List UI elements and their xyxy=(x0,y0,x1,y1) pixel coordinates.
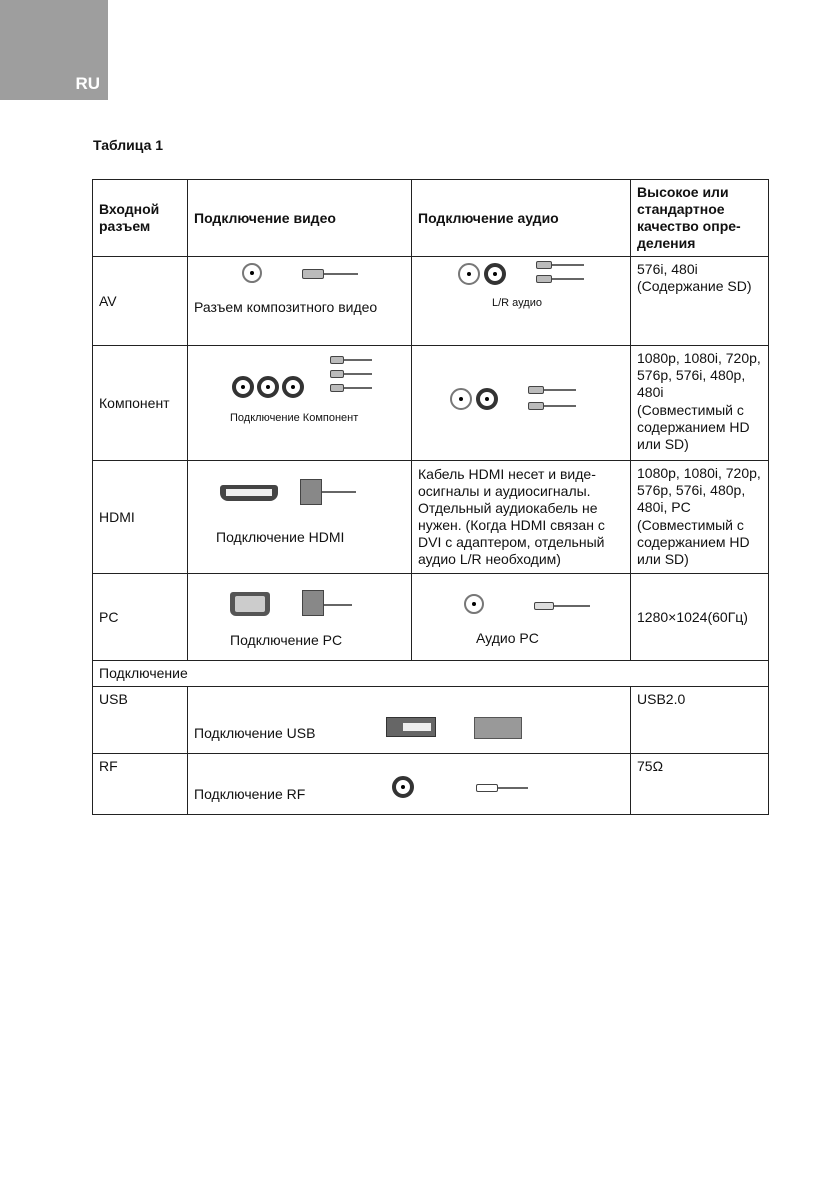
vga-port-icon xyxy=(230,592,270,616)
av-video-label: Разъем композитного видео xyxy=(194,299,378,316)
rf-quality: 75Ω xyxy=(631,754,769,815)
rf-connection-cell xyxy=(188,754,631,815)
pc-audio-label: Аудио PC xyxy=(476,630,539,647)
pc-video-cell xyxy=(188,574,412,661)
header-audio: Подключение аудио xyxy=(412,180,631,257)
av-audio-cell xyxy=(412,257,631,346)
usb-port-icon xyxy=(386,717,436,737)
audio-plug-l-icon xyxy=(536,261,584,271)
table-header-row xyxy=(93,180,769,257)
audio-jack-l-icon xyxy=(458,263,480,285)
av-quality: 576i, 480i (Содержание SD) xyxy=(631,257,769,346)
pc-video-label: Подключение PC xyxy=(230,632,343,649)
hdmi-video-label: Подключение HDMI xyxy=(216,529,345,546)
table-row-rf xyxy=(93,754,769,815)
table-row-pc xyxy=(93,574,769,661)
rf-label: Подключение RF xyxy=(194,786,306,803)
component-audio-jack-r-icon xyxy=(476,388,498,410)
rf-input: RF xyxy=(93,754,188,815)
component-jack-pb-icon xyxy=(257,376,279,398)
component-plug-2-icon xyxy=(330,370,372,380)
pc-audio-cell xyxy=(412,574,631,661)
component-video-label: Подключение Компонент xyxy=(230,412,359,425)
table-row-hdmi xyxy=(93,461,769,574)
pc-input: PC xyxy=(93,574,188,661)
vga-plug-icon xyxy=(302,590,324,616)
table-row-av xyxy=(93,257,769,346)
component-audio-cell xyxy=(412,346,631,461)
component-jack-y-icon xyxy=(232,376,254,398)
header-quality: Высокое или стандартное качество опре-деления xyxy=(631,180,769,257)
component-video-cell xyxy=(188,346,412,461)
pc-audio-plug-icon xyxy=(534,602,590,612)
component-audio-plug-r-icon xyxy=(528,402,576,412)
component-audio-jack-l-icon xyxy=(450,388,472,410)
hdmi-audio-text: Кабель HDMI несет и виде-осигналы и аудиосигналы. Отдельный аудиокабель не нужен. (Когда HDMI связан с DVI с адаптером, отдельный аудио L/R необходим) xyxy=(412,461,631,574)
component-plug-1-icon xyxy=(330,356,372,366)
usb-connection-cell xyxy=(188,687,631,754)
section-row xyxy=(93,661,769,687)
component-plug-3-icon xyxy=(330,384,372,394)
usb-input: USB xyxy=(93,687,188,754)
table-row-usb xyxy=(93,687,769,754)
av-video-cell xyxy=(188,257,412,346)
usb-label: Подключение USB xyxy=(194,725,316,742)
pc-audio-jack-icon xyxy=(464,594,484,614)
hdmi-port-icon xyxy=(220,485,278,501)
hdmi-input: HDMI xyxy=(93,461,188,574)
usb-plug-icon xyxy=(474,717,522,739)
component-input: Компонент xyxy=(93,346,188,461)
header-input: Входной разъем xyxy=(93,180,188,257)
component-audio-plug-l-icon xyxy=(528,386,576,396)
hdmi-cable-icon xyxy=(322,487,356,497)
hdmi-quality: 1080p, 1080i, 720p, 576p, 576i, 480p, 480i, PC (Совместимый с содержанием HD или SD) xyxy=(631,461,769,574)
audio-jack-r-icon xyxy=(484,263,506,285)
audio-plug-r-icon xyxy=(536,275,584,285)
header-video: Подключение видео xyxy=(188,180,412,257)
hdmi-plug-icon xyxy=(300,479,322,505)
table-caption: Таблица 1 xyxy=(93,137,164,153)
language-tab xyxy=(0,0,108,100)
rf-plug-icon xyxy=(476,784,528,794)
language-code: RU xyxy=(75,74,100,93)
usb-quality: USB2.0 xyxy=(631,687,769,754)
hdmi-video-cell xyxy=(188,461,412,574)
connection-table xyxy=(92,179,769,815)
rf-jack-icon xyxy=(392,776,414,798)
rca-plug-icon xyxy=(302,269,358,279)
vga-cable-icon xyxy=(324,600,352,610)
section-label: Подключение xyxy=(93,661,769,687)
av-input: AV xyxy=(93,257,188,346)
component-jack-pr-icon xyxy=(282,376,304,398)
composite-jack-icon xyxy=(242,263,262,283)
pc-quality: 1280×1024(60Гц) xyxy=(631,574,769,661)
table-row-component xyxy=(93,346,769,461)
av-audio-label: L/R аудио xyxy=(492,297,542,310)
component-quality: 1080p, 1080i, 720p, 576p, 576i, 480p, 480i (Совместимый с содержанием HD или SD) xyxy=(631,346,769,461)
